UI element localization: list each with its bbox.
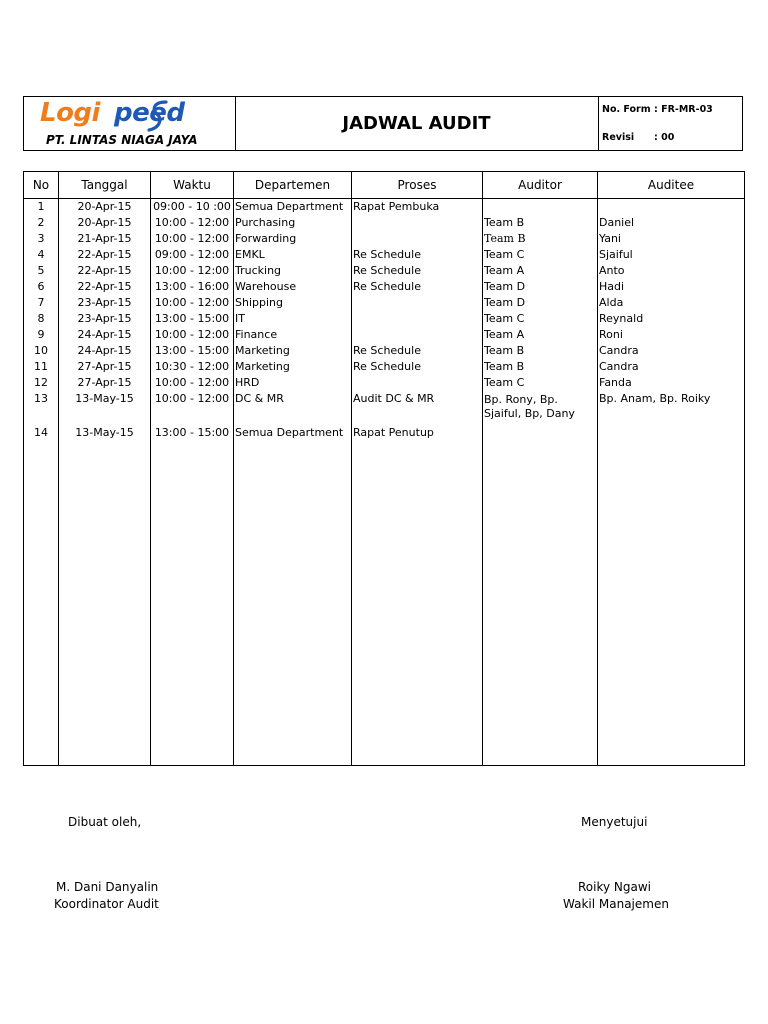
cell-proses: Re Schedule bbox=[352, 279, 483, 295]
cell-no: 9 bbox=[24, 327, 59, 343]
cell-no: 3 bbox=[24, 231, 59, 247]
cell-auditee: Fanda bbox=[598, 375, 745, 391]
cell-auditor: Team D bbox=[483, 279, 598, 295]
column-header-departemen: Departemen bbox=[234, 172, 352, 199]
cell-auditee bbox=[598, 425, 745, 441]
cell-auditor: Team B bbox=[483, 215, 598, 231]
revision-row bbox=[602, 132, 674, 143]
cell-waktu: 13:00 - 15:00 bbox=[151, 343, 234, 359]
cell-proses bbox=[352, 375, 483, 391]
document-header bbox=[23, 96, 743, 151]
table-row bbox=[24, 343, 745, 359]
cell-tanggal: 27-Apr-15 bbox=[59, 375, 151, 391]
column-header-proses: Proses bbox=[352, 172, 483, 199]
table-row bbox=[24, 295, 745, 311]
cell-tanggal: 22-Apr-15 bbox=[59, 263, 151, 279]
form-number-row bbox=[602, 104, 713, 115]
table-body bbox=[24, 199, 745, 766]
cell-departemen: IT bbox=[234, 311, 352, 327]
cell-no: 4 bbox=[24, 247, 59, 263]
cell-departemen: Purchasing bbox=[234, 215, 352, 231]
cell-departemen: Marketing bbox=[234, 359, 352, 375]
cell-departemen: Trucking bbox=[234, 263, 352, 279]
cell-no: 5 bbox=[24, 263, 59, 279]
approved-by-caption: Menyetujui bbox=[581, 815, 648, 829]
empty-cell bbox=[59, 441, 151, 766]
cell-tanggal: 23-Apr-15 bbox=[59, 295, 151, 311]
prepared-by-role: Koordinator Audit bbox=[54, 897, 159, 911]
cell-tanggal: 27-Apr-15 bbox=[59, 359, 151, 375]
cell-auditor bbox=[483, 425, 598, 441]
cell-proses bbox=[352, 231, 483, 247]
cell-auditee: Roni bbox=[598, 327, 745, 343]
cell-proses: Re Schedule bbox=[352, 343, 483, 359]
cell-tanggal: 13-May-15 bbox=[59, 425, 151, 441]
empty-cell bbox=[234, 441, 352, 766]
cell-auditor: Team C bbox=[483, 375, 598, 391]
cell-auditee: Reynald bbox=[598, 311, 745, 327]
cell-waktu: 09:00 - 10 :00 bbox=[151, 199, 234, 216]
empty-cell bbox=[483, 441, 598, 766]
cell-no: 6 bbox=[24, 279, 59, 295]
cell-tanggal: 13-May-15 bbox=[59, 391, 151, 425]
cell-proses: Re Schedule bbox=[352, 359, 483, 375]
cell-departemen: Warehouse bbox=[234, 279, 352, 295]
cell-auditee bbox=[598, 199, 745, 216]
cell-departemen: Finance bbox=[234, 327, 352, 343]
column-header-waktu: Waktu bbox=[151, 172, 234, 199]
cell-auditee: Hadi bbox=[598, 279, 745, 295]
cell-auditor: Team C bbox=[483, 311, 598, 327]
company-logo bbox=[24, 97, 236, 150]
table-row bbox=[24, 391, 745, 425]
revision-label: Revisi bbox=[602, 132, 635, 143]
table-row bbox=[24, 359, 745, 375]
table-row bbox=[24, 327, 745, 343]
cell-waktu: 10:00 - 12:00 bbox=[151, 391, 234, 425]
cell-tanggal: 21-Apr-15 bbox=[59, 231, 151, 247]
title-cell bbox=[235, 97, 599, 150]
empty-cell bbox=[598, 441, 745, 766]
table-row bbox=[24, 247, 745, 263]
cell-waktu: 10:00 - 12:00 bbox=[151, 295, 234, 311]
cell-auditor: Team A bbox=[483, 263, 598, 279]
cell-auditor bbox=[483, 199, 598, 216]
table-row bbox=[24, 231, 745, 247]
cell-auditee: Candra bbox=[598, 343, 745, 359]
cell-auditee: Daniel bbox=[598, 215, 745, 231]
cell-waktu: 13:00 - 16:00 bbox=[151, 279, 234, 295]
approved-by-name: Roiky Ngawi bbox=[578, 880, 652, 894]
cell-proses bbox=[352, 327, 483, 343]
cell-no: 7 bbox=[24, 295, 59, 311]
cell-auditor: Team B bbox=[483, 231, 598, 247]
table-filler-row bbox=[24, 441, 745, 766]
table-header-row bbox=[24, 172, 745, 199]
table-row bbox=[24, 199, 745, 216]
cell-auditor: Team A bbox=[483, 327, 598, 343]
cell-waktu: 10:00 - 12:00 bbox=[151, 215, 234, 231]
cell-waktu: 10:00 - 12:00 bbox=[151, 375, 234, 391]
cell-no: 1 bbox=[24, 199, 59, 216]
approved-by-role: Wakil Manajemen bbox=[563, 897, 669, 911]
cell-auditee: Sjaiful bbox=[598, 247, 745, 263]
column-header-no: No bbox=[24, 172, 59, 199]
cell-waktu: 10:00 - 12:00 bbox=[151, 327, 234, 343]
cell-tanggal: 23-Apr-15 bbox=[59, 311, 151, 327]
cell-departemen: DC & MR bbox=[234, 391, 352, 425]
cell-waktu: 09:00 - 12:00 bbox=[151, 247, 234, 263]
logo-word-part1: Logi bbox=[40, 98, 100, 128]
cell-no: 14 bbox=[24, 425, 59, 441]
empty-cell bbox=[24, 441, 59, 766]
cell-departemen: Semua Department bbox=[234, 425, 352, 441]
table-row bbox=[24, 279, 745, 295]
cell-waktu: 10:00 - 12:00 bbox=[151, 231, 234, 247]
cell-proses: Rapat Pembuka bbox=[352, 199, 483, 216]
form-number-value: : FR-MR-03 bbox=[654, 104, 713, 115]
cell-tanggal: 22-Apr-15 bbox=[59, 247, 151, 263]
logo-swoosh-icon bbox=[147, 99, 169, 133]
cell-no: 8 bbox=[24, 311, 59, 327]
cell-departemen: Forwarding bbox=[234, 231, 352, 247]
cell-proses bbox=[352, 215, 483, 231]
cell-no: 12 bbox=[24, 375, 59, 391]
cell-proses bbox=[352, 311, 483, 327]
logo-word-part2: peed bbox=[113, 98, 185, 128]
cell-proses: Re Schedule bbox=[352, 263, 483, 279]
cell-proses: Audit DC & MR bbox=[352, 391, 483, 425]
cell-departemen: EMKL bbox=[234, 247, 352, 263]
empty-cell bbox=[352, 441, 483, 766]
table-row bbox=[24, 215, 745, 231]
cell-auditee: Alda bbox=[598, 295, 745, 311]
cell-tanggal: 20-Apr-15 bbox=[59, 199, 151, 216]
cell-waktu: 13:00 - 15:00 bbox=[151, 425, 234, 441]
cell-auditee: Anto bbox=[598, 263, 745, 279]
cell-proses: Rapat Penutup bbox=[352, 425, 483, 441]
revision-value: : 00 bbox=[654, 132, 675, 143]
cell-waktu: 10:00 - 12:00 bbox=[151, 263, 234, 279]
cell-auditor: Team B bbox=[483, 359, 598, 375]
cell-auditee: Bp. Anam, Bp. Roiky bbox=[598, 391, 745, 425]
cell-auditor: Team D bbox=[483, 295, 598, 311]
prepared-by-name: M. Dani Danyalin bbox=[56, 880, 159, 894]
cell-tanggal: 24-Apr-15 bbox=[59, 343, 151, 359]
table-row bbox=[24, 263, 745, 279]
cell-tanggal: 20-Apr-15 bbox=[59, 215, 151, 231]
company-name: PT. LINTAS NIAGA JAYA bbox=[46, 133, 198, 147]
cell-departemen: Marketing bbox=[234, 343, 352, 359]
form-number-label: No. Form bbox=[602, 104, 651, 115]
cell-waktu: 10:30 - 12:00 bbox=[151, 359, 234, 375]
cell-proses: Re Schedule bbox=[352, 247, 483, 263]
column-header-tanggal: Tanggal bbox=[59, 172, 151, 199]
cell-no: 10 bbox=[24, 343, 59, 359]
cell-tanggal: 22-Apr-15 bbox=[59, 279, 151, 295]
cell-auditor: Team C bbox=[483, 247, 598, 263]
cell-departemen: HRD bbox=[234, 375, 352, 391]
empty-cell bbox=[151, 441, 234, 766]
cell-no: 13 bbox=[24, 391, 59, 425]
cell-auditee: Yani bbox=[598, 231, 745, 247]
cell-auditee: Candra bbox=[598, 359, 745, 375]
form-info bbox=[599, 97, 742, 150]
cell-proses bbox=[352, 295, 483, 311]
cell-departemen: Semua Department bbox=[234, 199, 352, 216]
column-header-auditee: Auditee bbox=[598, 172, 745, 199]
table-row bbox=[24, 425, 745, 441]
cell-no: 2 bbox=[24, 215, 59, 231]
table-row bbox=[24, 311, 745, 327]
cell-auditor: Bp. Rony, Bp. Sjaiful, Bp, Dany bbox=[483, 391, 598, 425]
cell-no: 11 bbox=[24, 359, 59, 375]
column-header-auditor: Auditor bbox=[483, 172, 598, 199]
document-title: JADWAL AUDIT bbox=[342, 113, 491, 134]
audit-schedule-table bbox=[23, 171, 745, 766]
cell-departemen: Shipping bbox=[234, 295, 352, 311]
cell-waktu: 13:00 - 15:00 bbox=[151, 311, 234, 327]
cell-auditor: Team B bbox=[483, 343, 598, 359]
prepared-by-caption: Dibuat oleh, bbox=[68, 815, 142, 829]
cell-tanggal: 24-Apr-15 bbox=[59, 327, 151, 343]
table-row bbox=[24, 375, 745, 391]
